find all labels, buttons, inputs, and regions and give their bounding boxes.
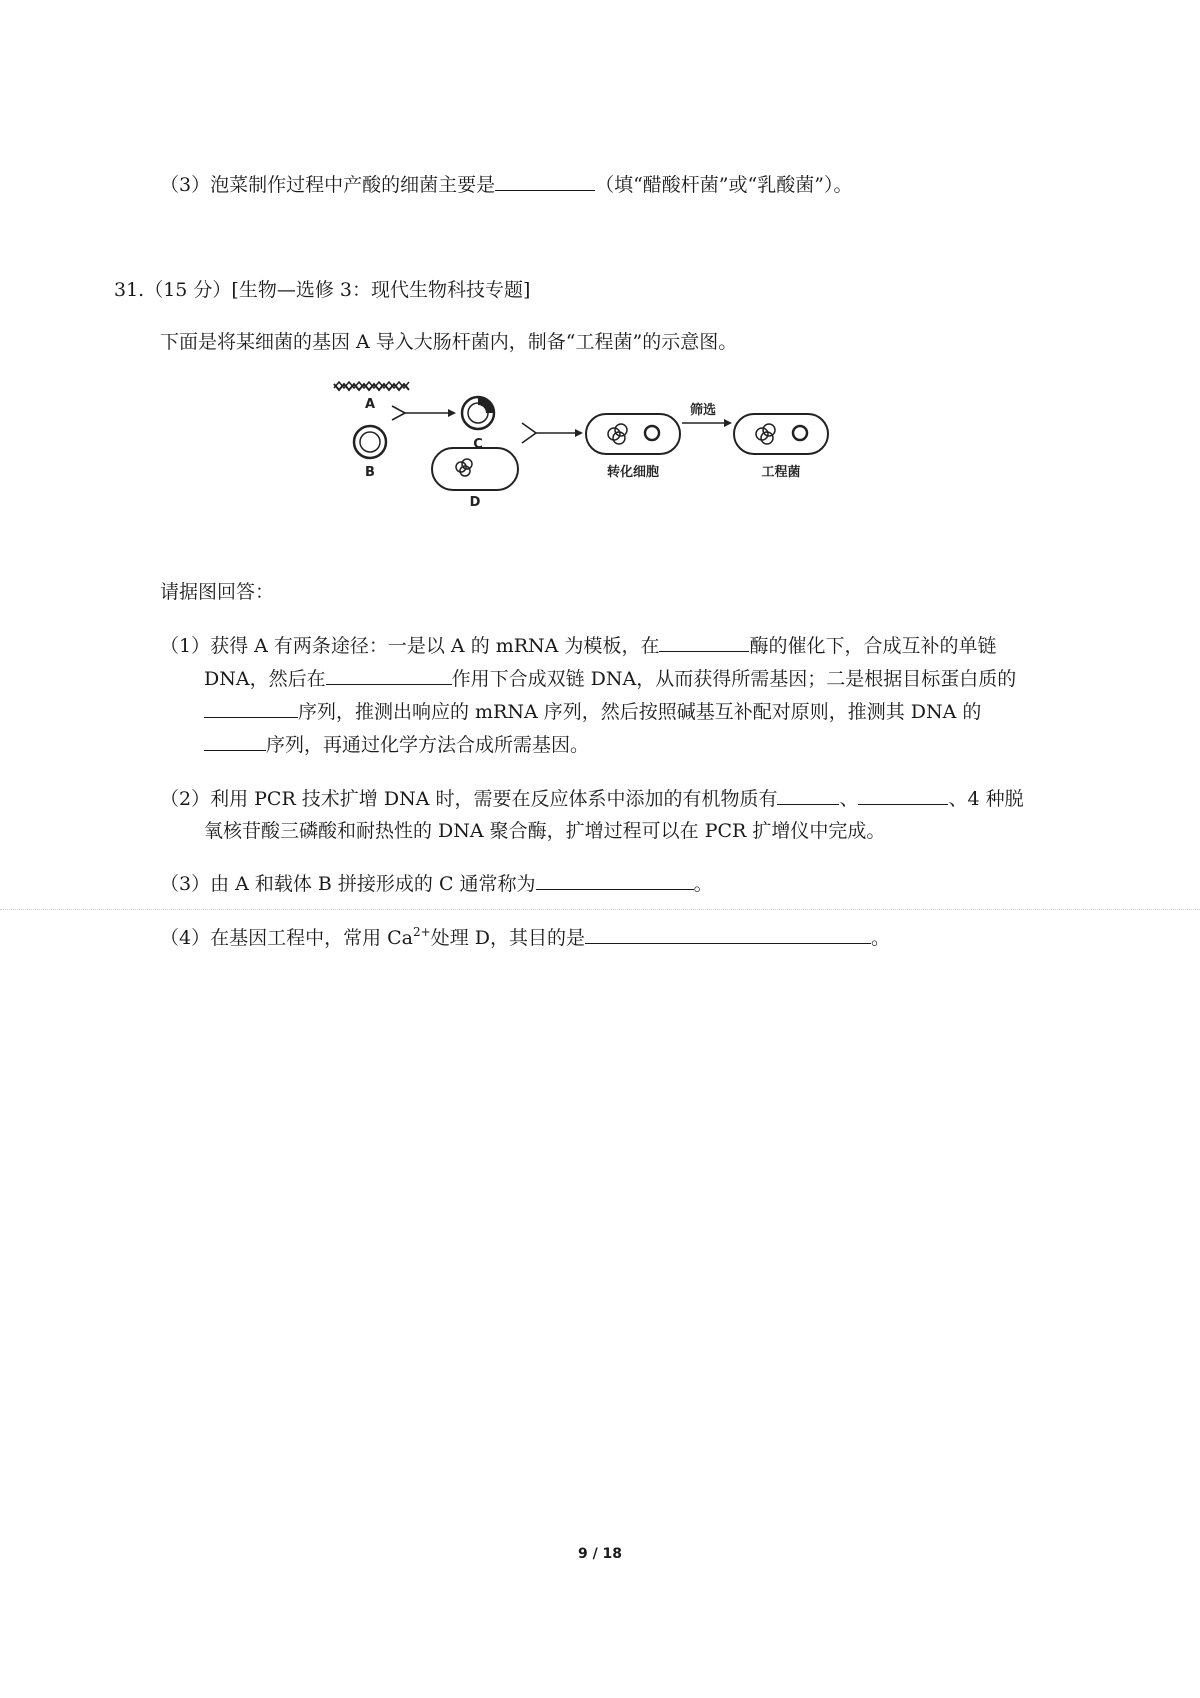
q31-part3-text: （3）由 A 和载体 B 拼接形成的 C 通常称为 — [160, 873, 536, 895]
host-cell-d — [432, 448, 518, 490]
answer-blank[interactable] — [495, 172, 595, 191]
q31-part1-text: DNA，然后在 — [204, 668, 326, 690]
q31-part1-line4 — [204, 732, 589, 757]
q31-prompt: 请据图回答： — [160, 581, 275, 603]
q31-part1-line3 — [204, 699, 981, 724]
q31-part1-line1 — [160, 633, 996, 658]
q31-part2-line2: 氧核苷酸三磷酸和耐热性的 DNA 聚合酶，扩增过程可以在 PCR 扩增仪中完成。 — [204, 820, 886, 842]
superscript: 2+ — [413, 925, 431, 939]
merge-arrow-1 — [392, 406, 456, 420]
q31-part1-text: 作用下合成双链 DNA，从而获得所需基因；二是根据目标蛋白质的 — [451, 668, 1017, 690]
q30-part3-suffix: （填“醋酸杆菌”或“乳酸菌”）。 — [595, 174, 853, 196]
q31-part1-text: 酶的催化下，合成互补的单链 — [749, 635, 997, 657]
q30-part3-prefix: （3）泡菜制作过程中产酸的细菌主要是 — [160, 174, 496, 196]
q31-part4 — [160, 925, 890, 952]
label-screening: 筛选 — [689, 403, 717, 418]
q31-part4-text: 处理 D，其目的是 — [430, 927, 585, 949]
label-a: A — [364, 397, 376, 412]
q31-part2-text: （2）利用 PCR 技术扩增 DNA 时，需要在反应体系中添加的有机物质有 — [160, 788, 778, 810]
answer-blank[interactable] — [204, 699, 298, 718]
q31-heading: 31.（15 分）[生物—选修 3：现代生物科技专题] — [114, 279, 531, 301]
merge-arrow-2 — [522, 423, 583, 443]
transformed-cell — [586, 414, 680, 454]
recombinant-plasmid-c — [462, 397, 494, 429]
q31-part3-text: 。 — [693, 873, 713, 895]
q30-part3 — [160, 172, 852, 197]
q31-part1-text: （1）获得 A 有两条途径：一是以 A 的 mRNA 为模板，在 — [160, 635, 660, 657]
engineered-bacteria-diagram — [330, 378, 910, 548]
label-b: B — [365, 465, 375, 480]
answer-blank[interactable] — [858, 786, 948, 805]
answer-blank[interactable] — [326, 666, 452, 685]
answer-blank[interactable] — [777, 786, 839, 805]
answer-blank[interactable] — [585, 925, 871, 944]
page-divider — [0, 909, 1200, 910]
q31-part3 — [160, 871, 713, 896]
q31-part1-text: 序列，推测出响应的 mRNA 序列，然后按照碱基互补配对原则，推测其 DNA 的 — [298, 701, 982, 723]
q31-part4-text: （4）在基因工程中，常用 Ca — [160, 927, 413, 949]
selection-arrow — [682, 419, 732, 427]
label-c: C — [473, 437, 483, 452]
engineered-bacterium — [734, 414, 828, 454]
q31-part2-text: 、4 种脱 — [948, 788, 1024, 810]
label-transformed-cell: 转化细胞 — [606, 465, 660, 480]
q31-part2-line1 — [160, 786, 1024, 811]
q31-part1-text: 序列，再通过化学方法合成所需基因。 — [266, 734, 590, 756]
answer-blank[interactable] — [204, 732, 266, 751]
plasmid-b — [354, 426, 386, 458]
q31-part1-line2 — [204, 666, 1016, 691]
q31-part4-text: 。 — [870, 927, 890, 949]
q31-intro: 下面是将某细菌的基因 A 导入大肠杆菌内，制备“工程菌”的示意图。 — [160, 331, 738, 353]
answer-blank[interactable] — [536, 871, 694, 890]
q31-part2-text: 、 — [839, 788, 859, 810]
answer-blank[interactable] — [659, 633, 749, 652]
page-number: 9 / 18 — [577, 1546, 623, 1562]
label-engineered-bacterium: 工程菌 — [761, 465, 801, 480]
label-d: D — [469, 495, 481, 510]
